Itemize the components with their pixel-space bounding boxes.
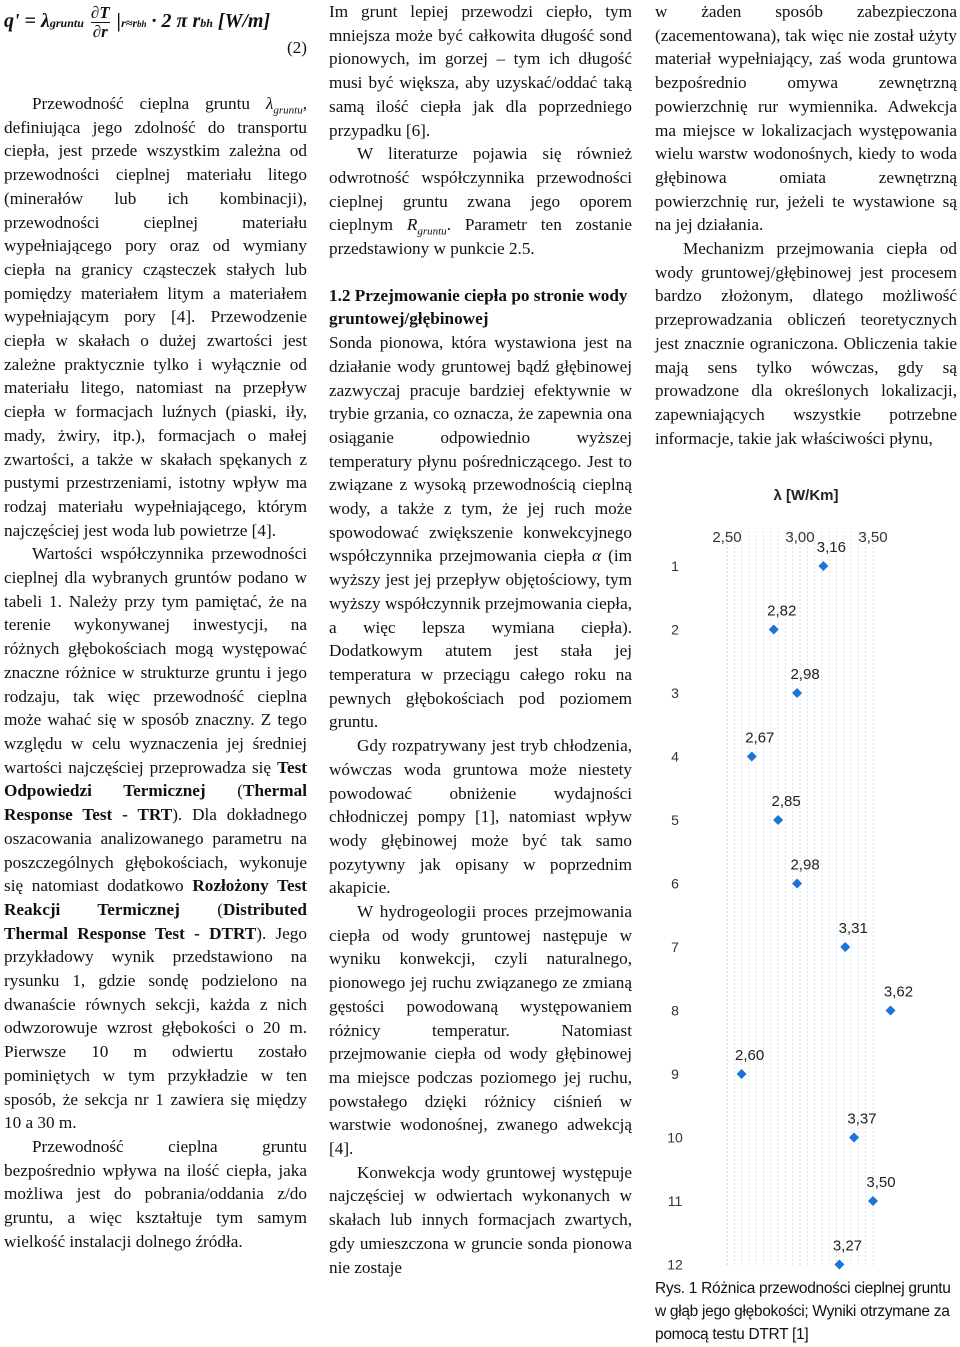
data-point [737, 1069, 747, 1079]
column-1 [4, 0, 307, 1253]
data-point [769, 625, 779, 635]
x-tick-label: 3,50 [858, 529, 888, 546]
equation-number: (2) [286, 38, 307, 57]
x-tick-label: 2,50 [712, 529, 742, 546]
y-category-label: 12 [667, 1256, 683, 1273]
data-label: 3,50 [866, 1174, 896, 1191]
data-label: 3,37 [847, 1110, 877, 1128]
data-point [792, 688, 802, 698]
data-point [840, 942, 850, 952]
data-label: 3,31 [838, 920, 868, 937]
figure-caption: Rys. 1 Różnica przewodności cieplnej gruntu w głąb jego głębokości; Wyniki otrzymane za pomocą testu DTRT [1] [655, 1280, 951, 1343]
data-point [868, 1196, 878, 1206]
equation-2 [4, 0, 307, 62]
data-label: 3,62 [883, 983, 914, 1001]
data-point [834, 1260, 844, 1270]
data-label: 2,85 [771, 793, 801, 810]
y-category-label: 9 [671, 1066, 679, 1082]
y-category-label: 6 [671, 875, 679, 892]
x-tick-label: 3,00 [785, 529, 815, 546]
data-point [818, 561, 828, 571]
y-category-label: 8 [671, 1002, 679, 1019]
paragraph: Im grunt lepiej przewodzi ciepło, tym mniejsza może być całkowita długość sond pionowych, im gorzej – tym ich długość musi być większa, aby uzyskać/oddać taką samą ilość ciepła jak dla poprzedniego przypadku [6]. [329, 2, 632, 140]
data-point [792, 879, 802, 889]
data-point [747, 752, 757, 762]
paragraph: Przewodność cieplna gruntu $\lambda_{gruntu}$, definiująca jego zdolność do transportu ciepła, jest przede wszystkim zależna od przewodności cieplnej materiału litego (minerałów lub ich kombinacji), przewodności cieplnej materiału wypełniającego pory oraz od wymiany ciepła na granicy cząsteczek stałych lub pomiędzy materiałem litym a materiałem wypełniającym pory [4]. Przewodzenie ciepła w skałach o dużej zwartości jest zależne praktycznie tylko i wyłącznie od materiału litego, natomiast na przepływ ciepła w formacjach luźnych (piaski, iły, mady, żwiry, itp.), formacjach o małej zwartości, a także w skałach spękanych z pustymi przestrzeniami, istotny wpływ ma rodzaj materiału wypełniającego, którym najczęściej jest woda lub powietrze [4]. [4, 94, 307, 540]
section-heading: 1.2 Przejmowanie ciepła po stronie wody gruntowej/głębinowej [329, 285, 628, 329]
data-label: 2,60 [734, 1047, 765, 1064]
data-point [773, 815, 783, 825]
column-3 [655, 0, 957, 450]
data-label: 3,16 [816, 539, 846, 556]
y-category-label: 11 [667, 1193, 683, 1209]
y-category-label: 5 [671, 812, 679, 828]
data-point [886, 1006, 896, 1016]
column-2 [329, 0, 632, 1279]
paragraph: w żaden sposób zabezpieczona (zacementowana), tak więc nie został użyty materiał wypełniający, zaś woda gruntowa bezpośrednio omywa zewnętrzną powierzchnię rur wymiennika. Adwekcja ma miejsce w lokalizacjach występowania wielu warstw wodonośnych, kiedy to woda głębinowa omiata zewnętrzną powierzchnię rur, jeżeli te wystawione są na jej działania. [655, 2, 957, 235]
paragraph: W literaturze pojawia się również odwrotność współczynnika przewodności cieplnej gruntu zwana jego oporem cieplnym $R_{gruntu}$. Parametr ten zostanie przedstawiony w punkcie 2.5. [329, 144, 632, 259]
data-label: 3,27 [832, 1237, 863, 1255]
dtrt-chart-svg [655, 476, 957, 1276]
y-category-label: 1 [671, 558, 679, 574]
y-category-label: 7 [671, 939, 679, 955]
chart-title: λ [W/Km] [773, 487, 839, 504]
y-category-label: 4 [671, 748, 679, 765]
data-label: 2,67 [745, 729, 775, 747]
paragraph: W hydrogeologii proces przejmowania ciepła od wody gruntowej następuje w wyniku konwekcji, czyli naturalnego, pionowego jej ruchu związanego ze zmianą gęstości powodowaną występowaniem różnicy temperatur. Natomiast przejmowanie ciepła od wody głębinowej ma miejsce podczas poziomego jej ruchu, powstałego dzięki różnicy ciśnień w warstwie wodonośnej, zwanego adwekcją [4]. [329, 902, 632, 1159]
paragraph: Mechanizm przejmowania ciepła od wody gruntowej/głębinowej jest procesem bardzo złożonym, dlatego możliwość przeprowadzania obliczeń teoretycznych jest znacznie ograniczona. Obliczenia takie mają sens tylko wówczas, gdy są prowadzone dla określonych lokalizacji, zapewniających wszystkie potrzebne informacje, takie jak właściwości płynu, [655, 239, 957, 448]
dtrt-chart [655, 476, 957, 1276]
paragraph: Konwekcja wody gruntowej występuje najczęściej w odwiertach wykonanych w skałach lub innych formacjach zwartych, gdy umieszczona w gruncie sonda pionowa nie zostaje [329, 1162, 632, 1277]
y-category-label: 3 [671, 685, 679, 701]
equation-body: q' = λgruntu $\frac{\partial T}{\partial r}$ |r≈rbh · 2 π rbh [W/m] [4, 3, 271, 41]
data-point [849, 1133, 859, 1143]
y-category-label: 2 [671, 621, 679, 638]
paragraph: Wartości współczynnika przewodności cieplnej dla wybranych gruntów podano w tabeli 1. Należy przy tym pamiętać, że na terenie wykonywanej inwestycji, na różnych głębokościach mogą występować znaczne różnice w strukturze gruntu i jego rodzaju, tak więc przewodność cieplna może wahać się w sposób znaczny. Z tego względu w celu wyznaczenia jej średniej wartości najczęściej przeprowadza się Test Odpowiedzi Termicznej (Thermal Response Test - TRT). Dla dokładnego oszacowania analizowanego parametru na poszczególnych głębokościach, wykonuje się natomiast dodatkowo Rozłożony Test Reakcji Termicznej (Distributed Thermal Response Test - DTRT). Jego przykładowy wynik przedstawiono na rysunku 1, gdzie sondę podzielono na dwanaście równych sekcji, każda z nich odwzorowuje wzrost głębokości o 20 m. Pierwsze 10 m odwiertu zostało pominiętych w tym przykładzie w ten sposób, że sekcja nr 1 zawiera się między 10 a 30 m. [4, 544, 307, 1133]
data-label: 2,98 [790, 666, 820, 683]
paragraph: Sonda pionowa, która wystawiona jest na działanie wody gruntowej bądź głębinowej zazwyczaj pracuje bardziej efektywnie w trybie grzania, co oznacza, że zapewnia ona osiąganie odpowiednio wyższej temperatury płynu pośredniczącego. Jest to związane z wysoką przewodnością cieplną wody, a także z tym, że jej ruch może spowodować zwiększenie konwekcyjnego współczynnika przejmowania ciepła α (im wyższy jest jej przepływ objętościowy, tym wyższy współczynnik przejmowania ciepła, a więc lepsza wymiana ciepła). Dodatkowym atutem jest stała jej temperatura w przeciągu całego roku na pewnych głębokościach pod poziomem gruntu. [329, 333, 633, 732]
data-label: 2,98 [790, 856, 820, 874]
y-category-label: 10 [667, 1129, 683, 1146]
paragraph: Gdy rozpatrywany jest tryb chłodzenia, wówczas woda gruntowa może niestety powodować obniżenie wydajności chłodniczej pompy [1], natomiast wpływ wody głębinowej może być tak samo pozytywny jak opisany w poprzednim akapicie. [329, 736, 632, 898]
paragraph: Przewodność cieplna gruntu bezpośrednio wpływa na ilość ciepła, jaka możliwa jest do pobrania/oddania z/do gruntu, a więc kształtuje tym samym wielkość instalacji dolnego źródła. [4, 1136, 307, 1251]
partial-derivative: $\frac{\partial T}{\partial r}$ [90, 3, 110, 41]
data-label: 2,82 [767, 602, 797, 620]
